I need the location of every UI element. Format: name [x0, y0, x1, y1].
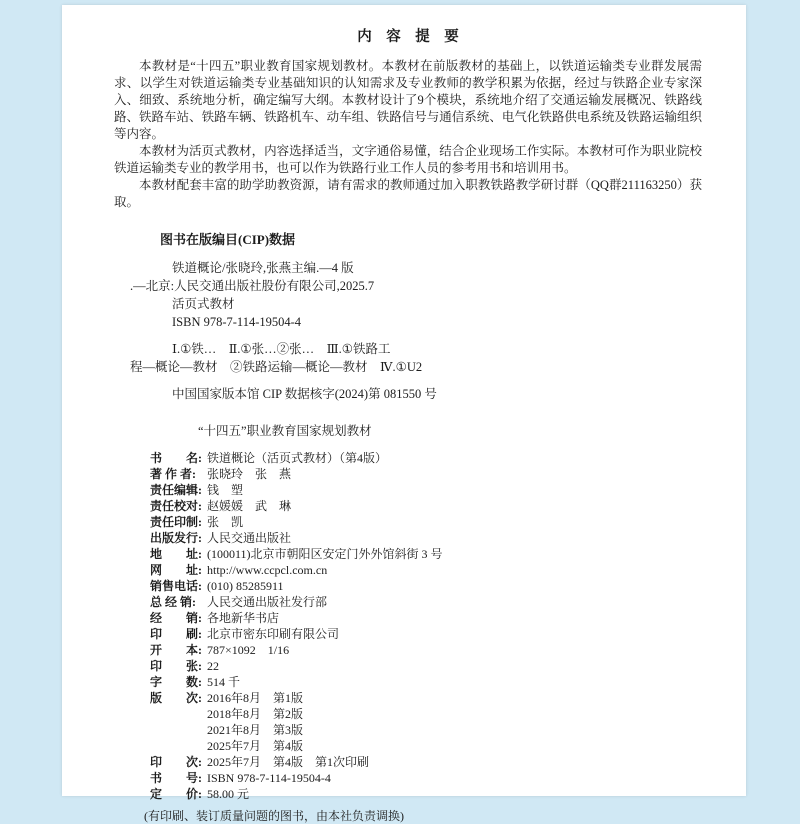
colophon-label: 书 号:	[150, 771, 202, 785]
cip-line: 中国国家版本馆 CIP 数据核字(2024)第 081550 号	[172, 387, 437, 401]
colophon-value: (100011)北京市朝阳区安定门外外馆斜街 3 号	[207, 547, 443, 561]
colophon-row	[150, 482, 702, 498]
colophon-value: 人民交通出版社发行部	[207, 595, 328, 609]
colophon-label: 经 销:	[150, 611, 202, 625]
summary-paragraph: 本教材配套丰富的助学助教资源，请有需求的教师通过加入职教铁路教学研讨群（QQ群211163250）获取。	[114, 178, 702, 209]
colophon-row	[150, 578, 702, 594]
cip-line: 程—概论—教材 ②铁路运输—概论—教材 Ⅳ.①U2	[130, 360, 423, 374]
colophon-row	[150, 626, 702, 642]
colophon-value: 787×1092 1/16	[207, 643, 290, 657]
colophon-row	[150, 546, 702, 562]
colophon-value: 北京市密东印刷有限公司	[207, 627, 340, 641]
colophon-label: 责任印制:	[150, 515, 202, 529]
colophon-value: 张晓玲 张 燕	[207, 467, 292, 481]
colophon-row	[150, 642, 702, 658]
colophon-value: 58.00 元	[207, 787, 250, 801]
colophon-row	[150, 498, 702, 514]
colophon	[150, 450, 702, 802]
colophon-value: (010) 85285911	[207, 579, 284, 593]
colophon-label: 网 址:	[150, 563, 202, 577]
colophon-row	[150, 466, 702, 482]
colophon-row	[150, 690, 702, 706]
colophon-value: 2016年8月 第1版	[207, 691, 304, 705]
colophon-label: 印 张:	[150, 659, 202, 673]
colophon-label: 印 刷:	[150, 627, 202, 641]
colophon-label: 著 作 者:	[150, 467, 196, 481]
colophon-row	[150, 610, 702, 626]
page-title: 内 容 提 要	[357, 29, 459, 45]
colophon-row	[150, 770, 702, 786]
colophon-value: 514 千	[207, 675, 241, 689]
colophon-row	[150, 754, 702, 770]
colophon-label: 书 名:	[150, 451, 202, 465]
colophon-label: 责任校对:	[150, 499, 202, 513]
colophon-row	[150, 594, 702, 610]
footer-note: (有印刷、装订质量问题的图书，由本社负责调换)	[144, 809, 404, 823]
cip-line: .—北京:人民交通出版社股份有限公司,2025.7	[130, 279, 375, 293]
cip-line: 活页式教材	[172, 297, 235, 311]
colophon-value: http://www.ccpcl.com.cn	[207, 563, 328, 577]
colophon-value: 钱 塑	[207, 483, 244, 497]
colophon-label: 字 数:	[150, 675, 202, 689]
colophon-row-continuation	[150, 738, 702, 754]
summary-paragraph: 本教材为活页式教材，内容选择适当，文字通俗易懂，结合企业现场工作实际。本教材可作为职业院校铁道运输类专业的教学用书，也可以作为铁路行业工作人员的参考用书和培训用书。	[114, 144, 702, 175]
colophon-value: 铁道概论（活页式教材）（第4版）	[207, 451, 388, 465]
colophon-row	[150, 530, 702, 546]
colophon-label: 印 次:	[150, 755, 202, 769]
colophon-value: 人民交通出版社	[207, 531, 292, 545]
cip-line: 铁道概论/张晓玲,张燕主编.—4 版	[172, 261, 354, 275]
colophon-label: 版 次:	[150, 691, 202, 705]
colophon-row-continuation	[150, 706, 702, 722]
cip-heading: 图书在版编目(CIP)数据	[160, 232, 296, 247]
colophon-label: 销售电话:	[150, 579, 202, 593]
summary-paragraph: 本教材是“十四五”职业教育国家规划教材。本教材在前版教材的基础上，以铁道运输类专业群发展需求、以学生对铁道运输类专业基础知识的认知需求及专业教师的教学积累为依据，经过与铁路企业专家深入、细致、系统地分析，确定编写大纲。本教材设计了9个模块，系统地介绍了交通运输发展概况、铁路线路、铁路车站、铁路车辆、铁路机车、动车组、铁路信号与通信系统、电气化铁路供电系统及铁路运输组织等内容。	[114, 59, 702, 141]
colophon-value: 张 凯	[207, 515, 244, 529]
colophon-label: 定 价:	[150, 787, 202, 801]
colophon-value: 2018年8月 第2版	[207, 707, 304, 721]
colophon-row	[150, 562, 702, 578]
colophon-value: 22	[207, 659, 219, 673]
series-note: “十四五”职业教育国家规划教材	[198, 424, 372, 438]
colophon-row	[150, 786, 702, 802]
colophon-row	[150, 658, 702, 674]
colophon-row-continuation	[150, 722, 702, 738]
cip-line: ISBN 978-7-114-19504-4	[172, 315, 302, 329]
colophon-label: 地 址:	[150, 547, 202, 561]
colophon-row	[150, 450, 702, 466]
colophon-label: 责任编辑:	[150, 483, 202, 497]
colophon-row	[150, 674, 702, 690]
colophon-label: 总 经 销:	[150, 595, 196, 609]
colophon-value: 2025年7月 第4版	[207, 739, 304, 753]
colophon-value: 2021年8月 第3版	[207, 723, 304, 737]
colophon-label: 出版发行:	[150, 531, 202, 545]
colophon-value: 赵媛媛 武 琳	[207, 499, 292, 513]
book-copyright-page	[62, 5, 746, 823]
cip-line: Ⅰ.①铁… Ⅱ.①张…②张… Ⅲ.①铁路工	[172, 342, 391, 356]
colophon-value: ISBN 978-7-114-19504-4	[207, 771, 331, 785]
colophon-label: 开 本:	[150, 643, 202, 657]
colophon-row	[150, 514, 702, 530]
colophon-value: 2025年7月 第4版 第1次印刷	[207, 755, 370, 769]
colophon-value: 各地新华书店	[207, 611, 280, 625]
cip-block	[130, 259, 702, 403]
